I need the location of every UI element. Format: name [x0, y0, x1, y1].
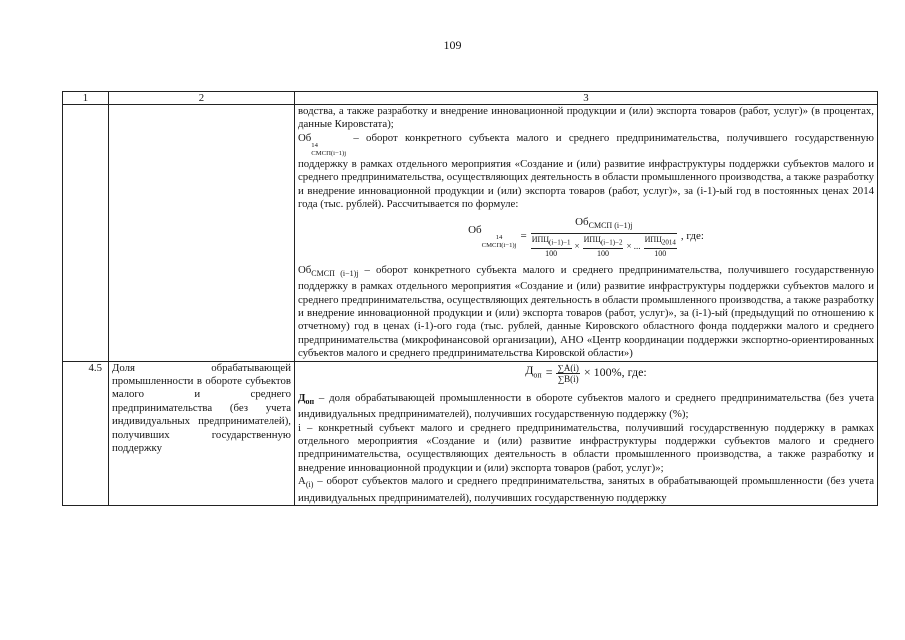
- term-superscript: 14: [311, 141, 318, 149]
- methodology-cell: [295, 105, 878, 362]
- row-number-cell: [63, 105, 109, 362]
- header-col-2: 2: [109, 92, 295, 105]
- formula-equals: =: [520, 230, 527, 243]
- formula-numerator: Об: [575, 216, 589, 229]
- methodology-cell: [295, 361, 878, 506]
- term-subscript: (i): [305, 480, 314, 490]
- cpi-3-label: ИПЦ: [644, 235, 662, 245]
- methodology-paragraph: водства, а также разработку и внедрение инновационной продукции и (или) экспорта товаров (работ, услуг)» (в процентах, данные Кировстата);: [298, 105, 874, 131]
- formula-ellipsis: × ...: [626, 240, 641, 251]
- term-symbol: Д: [298, 391, 306, 404]
- cpi-3-divisor: 100: [654, 248, 667, 258]
- definition-turnover-current: [298, 264, 874, 361]
- formula-lhs: Д: [525, 363, 534, 378]
- formula-numerator-sub: СМСП (i−1)j: [588, 221, 633, 231]
- definition-text: – доля обрабатывающей промышленности в обороте субъектов малого и среднего предпринимательства (без учета индивидуальных предпринимателей), получивших государственную поддержку (%);: [298, 391, 874, 421]
- term-symbol: Об: [298, 131, 312, 144]
- definition-turnover-14: [298, 132, 874, 212]
- term-symbol: А: [298, 475, 306, 488]
- formula-lhs-sup: 14: [495, 234, 503, 242]
- cpi-2-divisor: 100: [597, 248, 610, 258]
- formula-tail: , где:: [680, 230, 704, 243]
- definition-text: – оборот конкретного субъекта малого и среднего предпринимательства, получившего государственную поддержку в рамках отдельного мероприятия «Создание и (или) развитие инфраструктуры поддержки субъектов малого и среднего предпринимательства, осуществляющих деятельность в области промышленного производства, а также разработку и внедрение инновационной продукции и (или) экспорта товаров (работ, услуг)», за (i-1)-ый год в постоянных ценах 2014 года (тыс. рублей). Рассчитывается по формуле:: [298, 131, 874, 211]
- definition-subject: i – конкретный субъект малого и среднего предпринимательства, получивший государственную поддержку в рамках отдельного мероприятия «Создание и (или) развитие инфраструктуры поддержки субъектов малого и среднего предпринимательства, осуществляющих деятельность в области промышленного производства, а также разработку и внедрение инновационной продукции и (или) экспорта товаров (работ, услуг)»;: [298, 421, 874, 474]
- formula-denominator: ∑B(i): [557, 373, 579, 384]
- definition-share: [298, 392, 874, 422]
- definition-turnover-a: [298, 475, 874, 505]
- indicator-table: [62, 91, 878, 506]
- term-subscript: СМСП(i−1)j: [311, 149, 347, 157]
- formula-lhs-sub: оп: [533, 370, 542, 380]
- table-row-4-5: [63, 361, 878, 506]
- cpi-2-label: ИПЦ: [583, 235, 601, 245]
- page-number: 109: [443, 38, 462, 52]
- formula-lhs: Об: [468, 224, 482, 237]
- cpi-1-label: ИПЦ: [531, 235, 550, 245]
- formula-equals: =: [545, 365, 553, 380]
- formula-numerator: ∑A(i): [557, 362, 579, 373]
- table-header-row: [63, 92, 878, 105]
- formula-denominator: [531, 234, 677, 258]
- definition-text: – оборот субъектов малого и среднего предпринимательства, занятых в обрабатывающей промышленности (без учета индивидуальных предпринимателей), получивших государственную поддержку: [298, 475, 874, 504]
- cpi-1-divisor: 100: [545, 248, 558, 258]
- table-row-continuation: [63, 105, 878, 362]
- indicator-name-cell: [109, 105, 295, 362]
- term-subscript: СМСП (i−1)j: [311, 268, 359, 278]
- formula-lhs-sub: СМСП(i−1)j: [481, 242, 517, 250]
- cpi-3-sub: 2014: [661, 238, 676, 247]
- formula-constant-prices: [298, 216, 874, 257]
- cpi-2-sub: (i−1)−2: [600, 238, 623, 247]
- term-symbol: Об: [298, 263, 312, 276]
- term-subscript: оп: [305, 396, 315, 406]
- indicator-name-cell: Доля обрабатывающей промышленности в обороте субъектов малого и среднего предпринимательства (без учета индивидуальных предпринимателей), получивших государственную поддержку: [109, 361, 295, 506]
- header-col-3: 3: [295, 92, 878, 105]
- formula-manufacturing-share: [298, 363, 874, 384]
- cpi-1-sub: (i−1)−1: [549, 238, 571, 247]
- header-col-1: 1: [63, 92, 109, 105]
- definition-text: – оборот конкретного субъекта малого и среднего предпринимательства, получившего государственную поддержку в рамках отдельного мероприятия «Создание и (или) развитие инфраструктуры поддержки субъектов малого и среднего предпринимательства, осуществляющих деятельность в области промышленного производства, а также разработку и внедрение инновационной продукции и (или) экспорта товаров (работ, услуг)», за (i-1)-ый (предыдущий по отношению к отчетному) год в ценах (i-1)-ого года (тыс. рублей, данные Кировского областного фонда поддержки малого и среднего предпринимательства (микрофинансовой организации), АНО «Центр координации поддержки экспортно-ориентированных субъектов малого и среднего предпринимательства Кировской области»): [298, 263, 874, 360]
- row-number-cell: 4.5: [63, 361, 109, 506]
- formula-tail: × 100%, где:: [583, 365, 647, 380]
- formula-times: ×: [574, 240, 580, 251]
